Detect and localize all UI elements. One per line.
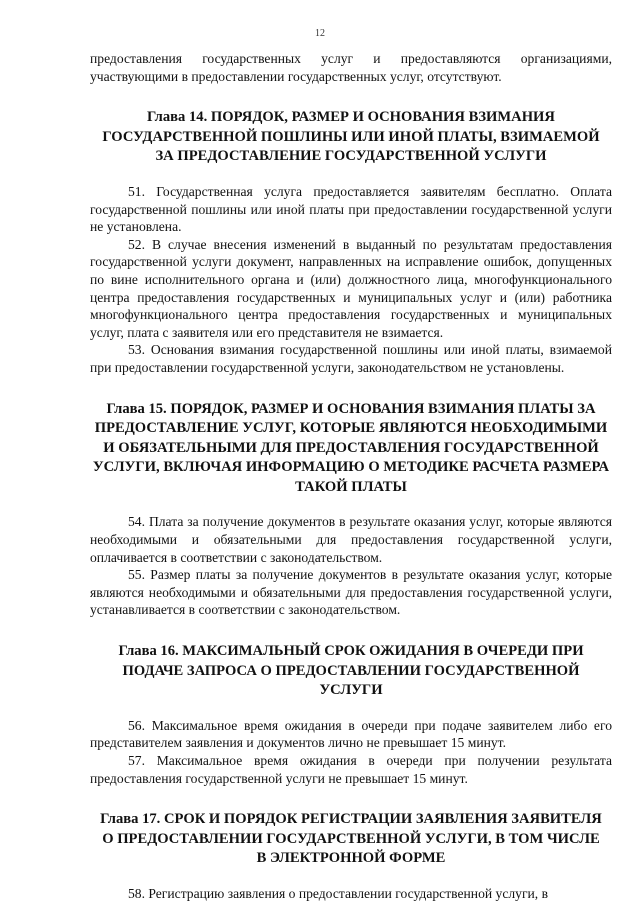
paragraph-52: 52. В случае внесения изменений в выданный по результатам предоставления государственной услуги документ, направленных на исправление ошибок, допущенных по вине исполнительного органа и (или) должностного лица, многофункционального центра предоставления государственных и муниципальных услуг и (или) работника многофункционального центра предоставления государственных и муниципальных услуг, плата с заявителя или его представителя не взимается. — [90, 236, 612, 340]
chapter-17 — [90, 810, 612, 902]
chapter-16-title: Глава 16. МАКСИМАЛЬНЫЙ СРОК ОЖИДАНИЯ В ОЧЕРЕДИ ПРИ ПОДАЧЕ ЗАПРОСА О ПРЕДОСТАВЛЕНИИ ГОСУДАРСТВЕННОЙ УСЛУГИ — [118, 643, 584, 699]
page-content — [90, 50, 612, 903]
paragraph-53: 53. Основания взимания государственной пошлины или иной платы, взимаемой при предоставлении государственной услуги, законодательством не установлены. — [90, 342, 612, 375]
chapter-14-title: Глава 14. ПОРЯДОК, РАЗМЕР И ОСНОВАНИЯ ВЗИМАНИЯ ГОСУДАРСТВЕННОЙ ПОШЛИНЫ ИЛИ ИНОЙ ПЛАТЫ, ВЗИМАЕМОЙ ЗА ПРЕДОСТАВЛЕНИЕ ГОСУДАРСТВЕННОЙ УСЛУГИ — [102, 109, 600, 165]
chapter-15 — [90, 400, 612, 620]
intro-continuation: предоставления государственных услуг и предоставляются организациями, участвующими в предоставлении государственных услуг, отсутствуют. — [90, 51, 612, 84]
page-number: 12 — [315, 28, 325, 39]
chapter-15-title: Глава 15. ПОРЯДОК, РАЗМЕР И ОСНОВАНИЯ ВЗИМАНИЯ ПЛАТЫ ЗА ПРЕДОСТАВЛЕНИЕ УСЛУГ, КОТОРЫЕ ЯВЛЯЮТСЯ НЕОБХОДИМЫМИ И ОБЯЗАТЕЛЬНЫМИ ДЛЯ ПРЕДОСТАВЛЕНИЯ ГОСУДАРСТВЕННОЙ УСЛУГИ, ВКЛЮЧАЯ ИНФОРМАЦИЮ О МЕТОДИКЕ РАСЧЕТА РАЗМЕРА ТАКОЙ ПЛАТЫ — [92, 400, 610, 495]
paragraph-51: 51. Государственная услуга предоставляется заявителям бесплатно. Оплата государственной пошлины или иной платы при предоставлении государственной услуги не установлена. — [90, 183, 612, 235]
paragraph-58: 58. Регистрацию заявления о предоставлении государственной услуги, в — [128, 885, 549, 901]
chapter-17-title: Глава 17. СРОК И ПОРЯДОК РЕГИСТРАЦИИ ЗАЯВЛЕНИЯ ЗАЯВИТЕЛЯ О ПРЕДОСТАВЛЕНИИ ГОСУДАРСТВЕННОЙ УСЛУГИ, В ТОМ ЧИСЛЕ В ЭЛЕКТРОННОЙ ФОРМЕ — [100, 811, 602, 867]
chapter-16 — [90, 642, 612, 787]
paragraph-54: 54. Плата за получение документов в результате оказания услуг, которые являются необходимыми и обязательными для предоставления государственной услуги, оплачивается в соответствии с законодательством. — [90, 514, 612, 565]
paragraph-55: 55. Размер платы за получение документов в результате оказания услуг, которые являются необходимыми и обязательными для предоставления государственной услуги, устанавливается в соответствии с законодательством. — [90, 567, 612, 618]
paragraph-56: 56. Максимальное время ожидания в очереди при подаче заявителем либо его представителем заявления и документов лично не превышает 15 минут. — [90, 717, 612, 751]
chapter-14 — [90, 108, 612, 376]
paragraph-57: 57. Максимальное время ожидания в очереди при получении результата предоставления государственной услуги не превышает 15 минут. — [90, 753, 612, 786]
